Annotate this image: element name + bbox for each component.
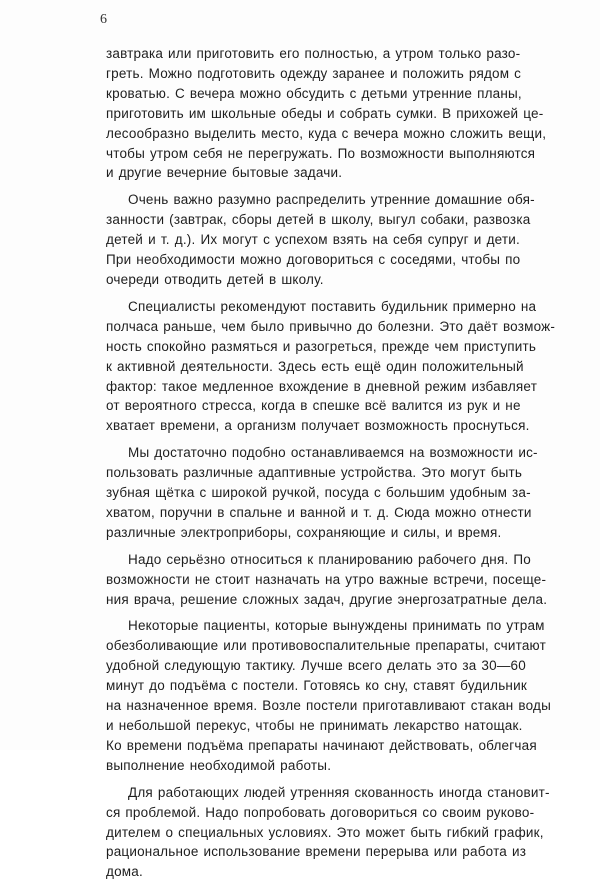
text-line: Мы достаточно подобно останавливаемся на возможности ис- (128, 445, 538, 461)
text-line: хватает времени, а организм получает возможность проснуться. (106, 418, 530, 434)
paragraph-5 (106, 550, 548, 610)
text-line: дителем о специальных условиях. Это может быть гибкий график, (106, 824, 544, 840)
text-line: очереди отводить детей в школу. (106, 271, 324, 287)
paragraph-7 (106, 783, 550, 883)
text-line: полчаса раньше, чем было привычно до болезни. Это даёт возмож- (106, 318, 556, 334)
text-line: к активной деятельности. Здесь есть ещё один положительный (106, 358, 524, 374)
text-line: кроватью. С вечера можно обсудить с детьми утренние планы, (106, 85, 522, 101)
text-line: Для работающих людей утренняя скованность иногда становит- (128, 784, 550, 800)
text-line: на назначенное время. Возле постели приготавливают стакан воды (106, 698, 551, 714)
text-line: пользовать различные адаптивные устройства. Это могут быть (106, 465, 523, 481)
text-line: ния врача, решение сложных задач, другие энергозатратные дела. (106, 591, 548, 607)
body-text (106, 44, 556, 889)
text-line: дома. (106, 864, 143, 880)
text-line: ность спокойно размяться и разогреться, прежде чем приступить (106, 338, 537, 354)
text-line: различные электроприборы, сохраняющие и силы, и время. (106, 524, 502, 540)
text-line: удобной следующую тактику. Лучше всего делать это за 30—60 (106, 658, 526, 674)
text-line: фактор: такое медленное вхождение в дневной режим избавляет (106, 378, 538, 394)
text-line: греть. Можно подготовить одежду заранее и положить рядом с (106, 65, 522, 81)
text-line: лесообразно выделить место, куда с вечера можно сложить вещи, (106, 125, 547, 141)
paragraph-1 (106, 44, 547, 183)
paragraph-3 (106, 297, 556, 436)
text-line: детей и т. д.). Их могут с успехом взять на себя супруг и дети. (106, 232, 520, 248)
text-line: Специалисты рекомендуют поставить будильник примерно на (128, 298, 537, 314)
text-line: хватом, поручни в спальне и ванной и т. д. Сюда можно отнести (106, 504, 532, 520)
text-line: от вероятного стресса, когда в спешке всё валится из рук и не (106, 398, 521, 414)
text-line: рациональное использование времени перерыва или работа из (106, 844, 527, 860)
text-line: выполнение необходимой работы. (106, 757, 332, 773)
paragraph-2 (106, 190, 535, 290)
text-line: возможности не стоит назначать на утро важные встречи, посеще- (106, 571, 547, 587)
page-number: 6 (100, 12, 107, 27)
text-line: минут до подъёма с постели. Готовясь ко сну, ставят будильник (106, 678, 527, 694)
text-line: и небольшой перекус, чтобы не принимать лекарство натощак. (106, 718, 523, 733)
paragraph-6 (106, 616, 551, 775)
text-line: Некоторые пациенты, которые вынуждены принимать по утрам (128, 618, 545, 634)
text-line: Очень важно разумно распределить утренние домашние обя- (128, 192, 535, 208)
paragraph-4 (106, 443, 538, 543)
text-line: чтобы утром себя не перегружать. По возможности выполняются (106, 145, 536, 161)
text-line: зубная щётка с широкой ручкой, посуда с большим удобным за- (106, 485, 531, 501)
text-line: приготовить им школьные обеды и собрать сумки. В прихожей це- (106, 105, 544, 121)
text-line: Надо серьёзно относиться к планированию рабочего дня. По (128, 551, 531, 567)
text-line: Ко времени подъёма препараты начинают действовать, облегчая (106, 737, 537, 753)
text-line: ся проблемой. Надо попробовать договориться со своим руково- (106, 804, 535, 820)
text-line: обезболивающие или противовоспалительные препараты, считают (106, 638, 546, 654)
text-line: завтрака или приготовить его полностью, а утром только разо- (106, 46, 521, 61)
text-line: и другие вечерние бытовые задачи. (106, 165, 343, 181)
text-line: занности (завтрак, сборы детей в школу, выгул собаки, развозка (106, 212, 531, 228)
text-line: При необходимости можно договориться с соседями, чтобы по (106, 252, 521, 268)
